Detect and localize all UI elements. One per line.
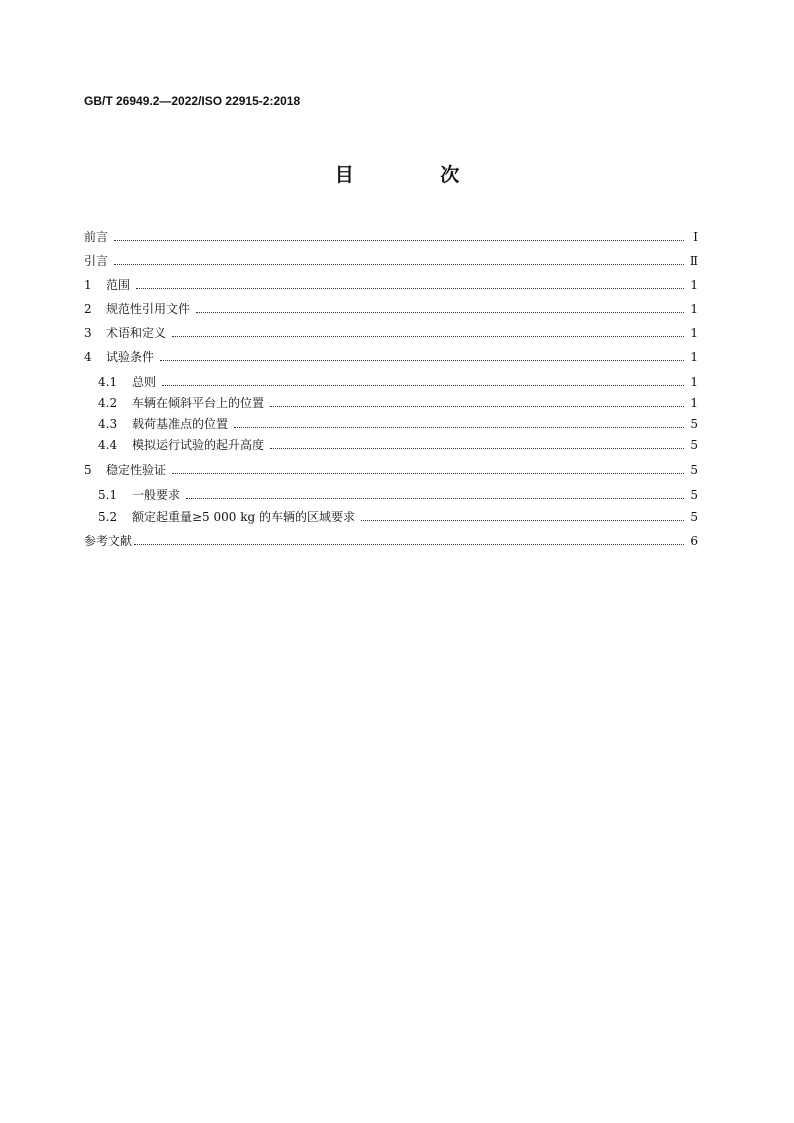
toc-entry-number: 5.1	[98, 488, 118, 502]
toc-entry-page: 1	[690, 302, 698, 316]
toc-leader-dots	[361, 520, 684, 521]
toc-leader-dots	[196, 312, 684, 313]
toc-entry-label: 额定起重量≥5 000 kg 的车辆的区域要求	[132, 510, 355, 524]
toc-entry-label: 引言	[84, 254, 109, 268]
toc-entry-number: 5.2	[98, 510, 118, 524]
toc-leader-dots	[270, 448, 684, 449]
toc-entry-page: 5	[690, 510, 698, 524]
toc-entry-label: 一般要求	[132, 488, 181, 502]
toc-entry-label: 规范性引用文件	[106, 302, 191, 316]
document-code-header: GB/T 26949.2—2022/ISO 22915-2:2018	[84, 94, 301, 108]
toc-leader-dots	[162, 385, 684, 386]
toc-leader-dots	[270, 406, 684, 407]
toc-entry-page: 5	[690, 417, 698, 431]
toc-entry[interactable]	[84, 348, 698, 366]
toc-entry-label: 试验条件	[106, 350, 155, 364]
toc-entry[interactable]	[84, 228, 698, 246]
toc-entry-page: 1	[690, 278, 698, 292]
toc-entry[interactable]	[84, 461, 698, 479]
toc-leader-dots	[136, 288, 684, 289]
toc-entry-page: 5	[690, 463, 698, 477]
toc-entry[interactable]	[84, 324, 698, 342]
toc-subentry[interactable]	[98, 394, 698, 412]
toc-subentry[interactable]	[98, 436, 698, 454]
toc-entry-number: 4.2	[98, 396, 118, 410]
toc-entry[interactable]	[84, 252, 698, 270]
toc-entry-number: 3	[84, 326, 92, 340]
toc-entry-number: 1	[84, 278, 92, 292]
toc-entry-page: 1	[690, 350, 698, 364]
toc-entry-page: 5	[690, 488, 698, 502]
toc-leader-dots	[114, 264, 684, 265]
toc-entry-page: Ⅰ	[693, 230, 698, 244]
toc-entry-page: 5	[690, 438, 698, 452]
toc-leader-dots	[172, 336, 684, 337]
toc-entry-number: 4.1	[98, 375, 118, 389]
toc-entry-label: 术语和定义	[106, 326, 167, 340]
toc-entry-label: 总则	[132, 375, 157, 389]
toc-entry-number: 4	[84, 350, 92, 364]
toc-entry-page: 1	[690, 375, 698, 389]
toc-entry[interactable]	[84, 300, 698, 318]
toc-leader-dots	[234, 427, 684, 428]
toc-leader-dots	[134, 544, 684, 545]
toc-entry-number: 4.4	[98, 438, 118, 452]
toc-entry-label: 范围	[106, 278, 131, 292]
toc-subentry[interactable]	[98, 373, 698, 391]
toc-entry[interactable]	[84, 276, 698, 294]
toc-leader-dots	[186, 498, 684, 499]
toc-entry-label: 稳定性验证	[106, 463, 167, 477]
toc-entry-page: 1	[690, 326, 698, 340]
toc-leader-dots	[114, 240, 684, 241]
toc-entry-label: 前言	[84, 230, 109, 244]
toc-entry-page: 1	[690, 396, 698, 410]
toc-leader-dots	[160, 360, 684, 361]
toc-entry-number: 5	[84, 463, 92, 477]
toc-entry-label: 载荷基准点的位置	[132, 417, 229, 431]
toc-entry-number: 4.3	[98, 417, 118, 431]
toc-entry[interactable]	[84, 532, 698, 550]
toc-subentry[interactable]	[98, 508, 698, 526]
page-title: 目 次	[334, 164, 500, 186]
toc-entry-label: 车辆在倾斜平台上的位置	[132, 396, 265, 410]
toc-entry-label: 模拟运行试验的起升高度	[132, 438, 265, 452]
toc-entry-label: 参考文献	[84, 534, 133, 548]
toc-entry-page: Ⅱ	[689, 254, 698, 268]
toc-subentry[interactable]	[98, 415, 698, 433]
toc-entry-number: 2	[84, 302, 92, 316]
toc-subentry[interactable]	[98, 486, 698, 504]
toc-leader-dots	[172, 473, 684, 474]
toc-entry-page: 6	[690, 534, 698, 548]
